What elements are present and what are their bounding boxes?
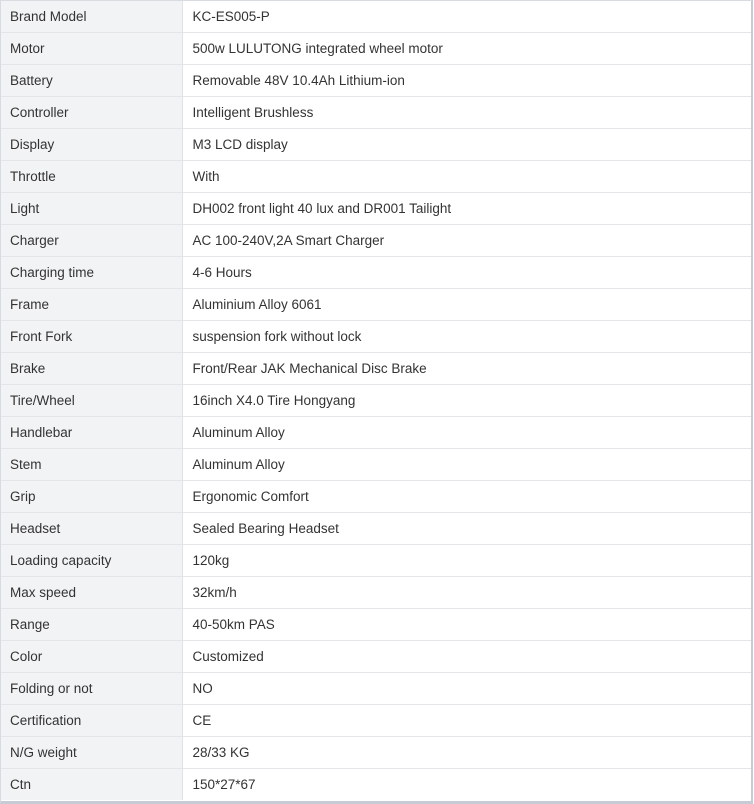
spec-label: Motor: [1, 33, 182, 65]
spec-value: 4-6 Hours: [182, 257, 751, 289]
spec-value: Intelligent Brushless: [182, 97, 751, 129]
spec-label: Grip: [1, 481, 182, 513]
spec-label: Controller: [1, 97, 182, 129]
spec-value: suspension fork without lock: [182, 321, 751, 353]
table-row: [1, 417, 751, 449]
spec-label: Tire/Wheel: [1, 385, 182, 417]
table-row: [1, 673, 751, 705]
spec-value: 500w LULUTONG integrated wheel motor: [182, 33, 751, 65]
table-row: [1, 385, 751, 417]
spec-table-body: [1, 1, 751, 800]
spec-label: Handlebar: [1, 417, 182, 449]
table-row: [1, 545, 751, 577]
spec-value: CE: [182, 705, 751, 737]
spec-table: [1, 1, 751, 800]
table-row: [1, 193, 751, 225]
table-row: [1, 769, 751, 801]
spec-value: Aluminum Alloy: [182, 449, 751, 481]
table-row: [1, 161, 751, 193]
table-row: [1, 289, 751, 321]
spec-value: 32km/h: [182, 577, 751, 609]
table-row: [1, 33, 751, 65]
table-row: [1, 257, 751, 289]
table-row: [1, 481, 751, 513]
spec-label: Certification: [1, 705, 182, 737]
table-row: [1, 225, 751, 257]
spec-value: Customized: [182, 641, 751, 673]
spec-value: DH002 front light 40 lux and DR001 Tailight: [182, 193, 751, 225]
table-row: [1, 353, 751, 385]
table-row: [1, 705, 751, 737]
spec-label: Max speed: [1, 577, 182, 609]
table-row: [1, 1, 751, 33]
table-row: [1, 449, 751, 481]
spec-value: Removable 48V 10.4Ah Lithium-ion: [182, 65, 751, 97]
spec-label: Frame: [1, 289, 182, 321]
spec-label: Display: [1, 129, 182, 161]
spec-value: 150*27*67: [182, 769, 751, 801]
spec-value: Ergonomic Comfort: [182, 481, 751, 513]
spec-value: With: [182, 161, 751, 193]
spec-value: KC-ES005-P: [182, 1, 751, 33]
table-row: [1, 577, 751, 609]
spec-label: Stem: [1, 449, 182, 481]
spec-label: Light: [1, 193, 182, 225]
spec-value: 40-50km PAS: [182, 609, 751, 641]
table-row: [1, 321, 751, 353]
spec-value: Aluminium Alloy 6061: [182, 289, 751, 321]
table-row: [1, 641, 751, 673]
spec-label: Headset: [1, 513, 182, 545]
spec-label: Range: [1, 609, 182, 641]
spec-label: Folding or not: [1, 673, 182, 705]
table-row: [1, 65, 751, 97]
spec-value: M3 LCD display: [182, 129, 751, 161]
spec-label: Throttle: [1, 161, 182, 193]
spec-label: Ctn: [1, 769, 182, 801]
table-row: [1, 513, 751, 545]
table-row: [1, 609, 751, 641]
spec-label: Charging time: [1, 257, 182, 289]
spec-value: Aluminum Alloy: [182, 417, 751, 449]
spec-label: Brake: [1, 353, 182, 385]
spec-label: Battery: [1, 65, 182, 97]
spec-value: Front/Rear JAK Mechanical Disc Brake: [182, 353, 751, 385]
spec-label: Color: [1, 641, 182, 673]
spec-value: NO: [182, 673, 751, 705]
spec-value: 120kg: [182, 545, 751, 577]
spec-value: 16inch X4.0 Tire Hongyang: [182, 385, 751, 417]
spec-label: Brand Model: [1, 1, 182, 33]
spec-value: AC 100-240V,2A Smart Charger: [182, 225, 751, 257]
spec-value: 28/33 KG: [182, 737, 751, 769]
spec-label: Charger: [1, 225, 182, 257]
table-row: [1, 129, 751, 161]
spec-label: Front Fork: [1, 321, 182, 353]
spec-label: N/G weight: [1, 737, 182, 769]
table-row: [1, 97, 751, 129]
spec-label: Loading capacity: [1, 545, 182, 577]
table-row: [1, 737, 751, 769]
spec-value: Sealed Bearing Headset: [182, 513, 751, 545]
